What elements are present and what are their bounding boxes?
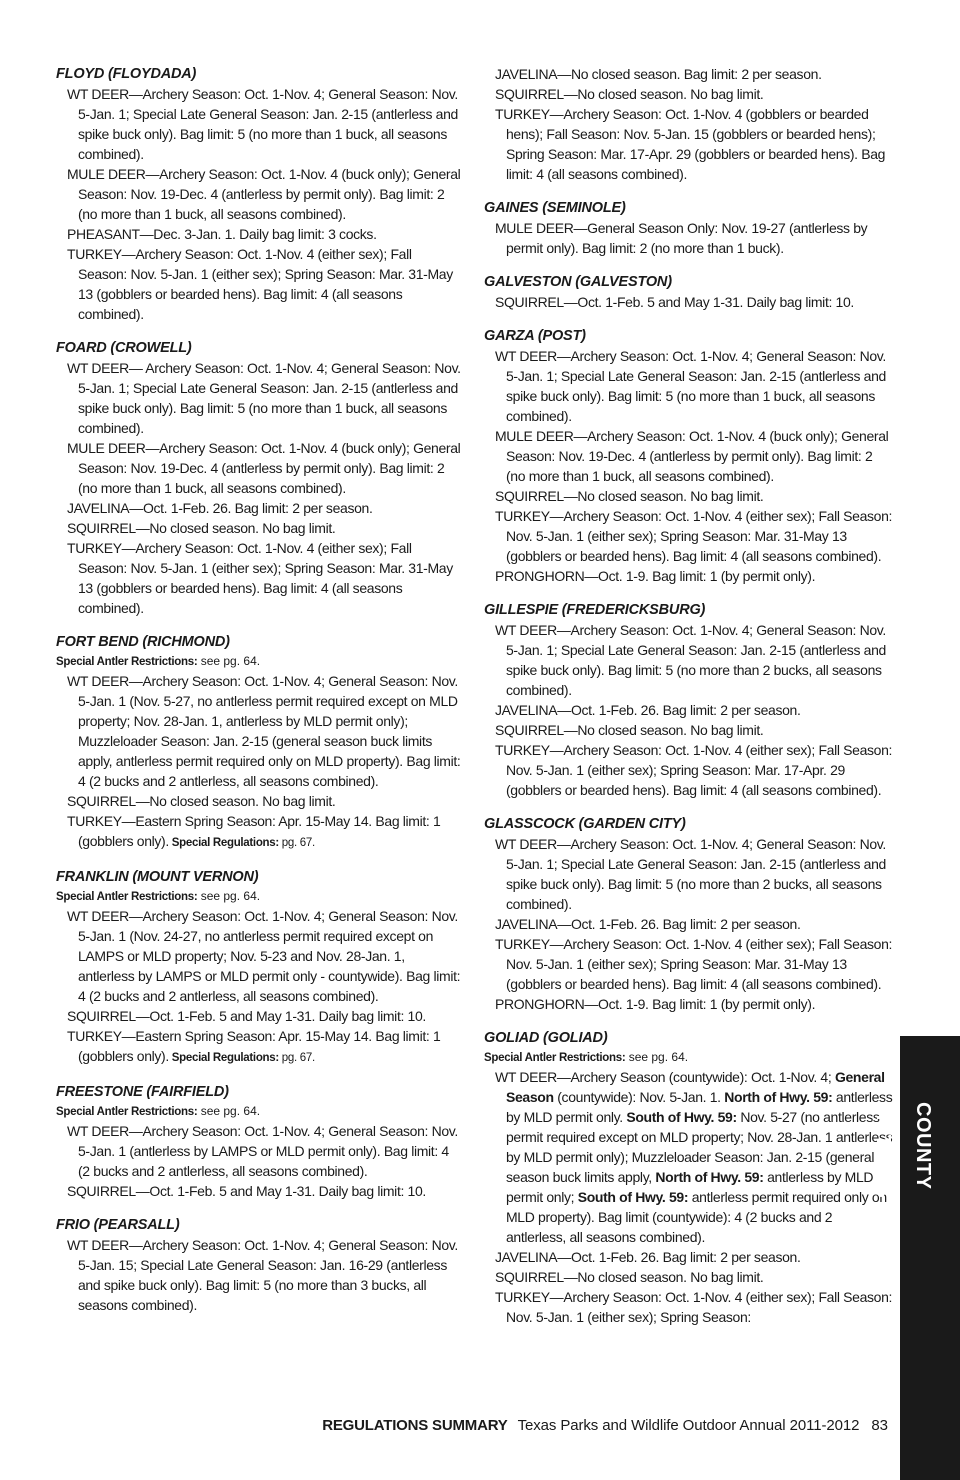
note-text: see pg. 64. <box>197 654 261 668</box>
left-column <box>56 64 464 1329</box>
season-entry: MULE DEER—General Season Only: Nov. 19-27 (antlerless by permit only). Bag limit: 2 (no more than 1 buck). <box>495 220 868 256</box>
emphasized-text: South of Hwy. 59: <box>626 1109 737 1125</box>
season-entry: MULE DEER—Archery Season: Oct. 1-Nov. 4 (buck only); General Season: Nov. 19-Dec. 4 (antlerless by permit only). Bag limit: 2 (no more than 1 buck, all seasons combined). <box>495 428 889 484</box>
season-entry-text: TURKEY—Eastern Spring Season: Apr. 15-May 14. Bag limit: 1 (gobblers only). <box>67 813 441 849</box>
special-restrictions-note <box>56 652 464 671</box>
county-heading: FLOYD (FLOYDADA) <box>56 66 197 82</box>
county-heading: FREESTONE (FAIRFIELD) <box>56 1084 229 1100</box>
county-section <box>56 632 464 853</box>
season-entry: TURKEY—Archery Season: Oct. 1-Nov. 4 (either sex); Fall Season: Nov. 5-Jan. 1 (either sex); Spring Season: Mar. 31-May 13 (gobblers or bearded hens). Bag limit: 4 (all seasons combined). <box>67 246 453 322</box>
note-text: pg. 67. <box>278 1052 315 1064</box>
special-restrictions-note <box>56 887 464 906</box>
county-heading: GOLIAD (GOLIAD) <box>484 1030 608 1046</box>
special-restrictions-note <box>484 1048 894 1067</box>
county-section <box>484 198 894 258</box>
season-entry: PHEASANT—Dec. 3-Jan. 1. Daily bag limit: 3 cocks. <box>67 226 377 242</box>
season-entry: WT DEER—Archery Season: Oct. 1-Nov. 4; General Season: Nov. 5-Jan. 1; Special Late General Season: Jan. 2-15 (antlerless and spike buck only). Bag limit: 5 (no more than 2 bucks, all seasons combined). <box>495 836 886 912</box>
continued-section <box>484 64 894 184</box>
county-heading: FORT BEND (RICHMOND) <box>56 634 230 650</box>
season-entry: TURKEY—Archery Season: Oct. 1-Nov. 4 (either sex); Fall Season: Nov. 5-Jan. 1 (either sex); Spring Season: Mar. 31-May 13 (gobblers or bearded hens). Bag limit: 4 (all seasons combined). <box>495 508 893 564</box>
season-entry: JAVELINA—No closed season. Bag limit: 2 per season. <box>495 66 822 82</box>
season-entry: WT DEER—Archery Season: Oct. 1-Nov. 4; General Season: Nov. 5-Jan. 1 (Nov. 24-27, no antlerless permit required except on LAMPS or MLD property; Nov. 5-23 and Nov. 28-Jan. 1, antlerless by LAMPS or MLD permit only - countywide). Bag limit: 4 (2 bucks and 2 antlerless, all seasons combined). <box>67 908 461 1004</box>
season-entry: SQUIRREL—No closed season. No bag limit. <box>495 488 764 504</box>
entry-text: WT DEER—Archery Season (countywide): Oct. 1-Nov. 4; <box>495 1069 835 1085</box>
emphasized-text: South of Hwy. 59: <box>577 1189 689 1205</box>
season-entry: JAVELINA—Oct. 1-Feb. 26. Bag limit: 2 per season. <box>495 702 801 718</box>
special-regulations-note <box>169 1052 315 1064</box>
season-entry: SQUIRREL—No closed season. No bag limit. <box>495 722 764 738</box>
emphasized-text: North of Hwy. 59: <box>724 1089 833 1105</box>
county-section <box>484 326 894 586</box>
season-entry: TURKEY—Archery Season: Oct. 1-Nov. 4 (either sex); Fall Season: Nov. 5-Jan. 1 (either sex); Spring Season: Mar. 31-May 13 (gobblers or bearded hens). Bag limit: 4 (all seasons combined). <box>495 936 893 992</box>
county-section <box>56 338 464 618</box>
season-entry: SQUIRREL—No closed season. No bag limit. <box>495 86 764 102</box>
season-entry: WT DEER—Archery Season: Oct. 1-Nov. 4; General Season: Nov. 5-Jan. 1 (Nov. 5-27, no antlerless permit required except on MLD property; Nov. 28-Jan. 1, antlerless by MLD permit only); Muzzleloader Season: Jan. 2-15 (general season buck limits apply, antlerless permit required only on MLD property). Bag limit: 4 (2 bucks and 2 antlerless, all seasons combined). <box>67 673 461 789</box>
season-entry <box>484 1067 894 1247</box>
county-section <box>56 1082 464 1201</box>
season-entry: SQUIRREL—No closed season. No bag limit. <box>67 520 336 536</box>
season-entry: TURKEY—Archery Season: Oct. 1-Nov. 4 (either sex); Fall Season: Nov. 5-Jan. 1 (either sex); Spring Season: Mar. 17-Apr. 29 (gobblers or bearded hens). Bag limit: 4 (all seasons combined). <box>495 742 893 798</box>
county-section <box>484 1028 894 1327</box>
emphasized-text: North of Hwy. 59: <box>655 1169 764 1185</box>
county-heading: FRANKLIN (MOUNT VERNON) <box>56 869 259 885</box>
county-heading: GILLESPIE (FREDERICKSBURG) <box>484 602 706 618</box>
entry-text: antlerless by MLD permit only; <box>506 1169 874 1205</box>
county-heading: GLASSCOCK (GARDEN CITY) <box>484 816 686 832</box>
season-entry: PRONGHORN—Oct. 1-9. Bag limit: 1 (by permit only). <box>495 568 816 584</box>
season-entry: SQUIRREL—No closed season. No bag limit. <box>67 793 336 809</box>
note-text: see pg. 64. <box>197 1104 261 1118</box>
season-entry: WT DEER—Archery Season: Oct. 1-Nov. 4; General Season: Nov. 5-Jan. 15; Special Late General Season: Jan. 16-29 (antlerless and spike buck only). Bag limit: 5 (no more than 3 bucks, all seasons combined). <box>67 1237 458 1313</box>
page-footer <box>0 1415 888 1437</box>
season-entry: JAVELINA—Oct. 1-Feb. 26. Bag limit: 2 per season. <box>495 1249 801 1265</box>
county-heading: GALVESTON (GALVESTON) <box>484 274 672 290</box>
season-entry: TURKEY—Archery Season: Oct. 1-Nov. 4 (either sex); Fall Season: Nov. 5-Jan. 1 (either sex); Spring Season: Mar. 31-May 13 (gobblers or bearded hens). Bag limit: 4 (all seasons combined). <box>67 540 453 616</box>
county-section <box>484 814 894 1014</box>
county-heading: FRIO (PEARSALL) <box>56 1217 180 1233</box>
season-entry: JAVELINA—Oct. 1-Feb. 26. Bag limit: 2 per season. <box>495 916 801 932</box>
season-entry: WT DEER—Archery Season: Oct. 1-Nov. 4; General Season: Nov. 5-Jan. 1; Special Late General Season: Jan. 2-15 (antlerless and spike buck only). Bag limit: 5 (no more than 1 buck, all seasons combined). <box>67 86 458 162</box>
note-label: Special Antler Restrictions: <box>56 656 198 668</box>
special-restrictions-note <box>56 1102 464 1121</box>
footer-publication: Texas Parks and Wildlife Outdoor Annual 2011-2012 <box>517 1417 860 1434</box>
county-section <box>484 272 894 312</box>
note-label: Special Regulations: <box>171 1052 279 1064</box>
season-entry: PRONGHORN—Oct. 1-9. Bag limit: 1 (by permit only). <box>495 996 816 1012</box>
season-entry: SQUIRREL—Oct. 1-Feb. 5 and May 1-31. Daily bag limit: 10. <box>67 1008 426 1024</box>
season-entry: JAVELINA—Oct. 1-Feb. 26. Bag limit: 2 per season. <box>67 500 373 516</box>
right-column <box>484 64 894 1341</box>
county-heading: FOARD (CROWELL) <box>56 340 192 356</box>
note-label: Special Regulations: <box>171 837 279 849</box>
county-section <box>56 64 464 324</box>
entry-text: Nov. 5-27 (no antlerless permit required except on MLD property; Nov. 28-Jan. 1 antlerless by MLD permit only); Muzzleloader Season: Jan. 2-15 (general season buck limits apply, <box>506 1109 893 1185</box>
entry-text: antlerless permit required only on MLD property). Bag limit (countywide): 4 (2 bucks and 2 antlerless, all seasons combined). <box>506 1189 887 1245</box>
season-entry: WT DEER—Archery Season: Oct. 1-Nov. 4; General Season: Nov. 5-Jan. 1; Special Late General Season: Jan. 2-15 (antlerless and spike buck only). Bag limit: 5 (no more than 2 bucks, all seasons combined). <box>495 622 886 698</box>
section-tab-label: COUNTY LISTINGS <box>872 1102 934 1199</box>
footer-section-title: REGULATIONS SUMMARY <box>322 1417 508 1434</box>
entry-text: (countywide): Nov. 5-Jan. 1. <box>553 1089 725 1105</box>
season-entry <box>56 1026 464 1068</box>
special-regulations-note <box>169 837 315 849</box>
season-entry: SQUIRREL—Oct. 1-Feb. 5 and May 1-31. Daily bag limit: 10. <box>67 1183 426 1199</box>
emphasized-text: General Season <box>506 1069 885 1105</box>
season-entry: WT DEER—Archery Season: Oct. 1-Nov. 4; General Season: Nov. 5-Jan. 1 (antlerless by LAMPS or MLD permit only). Bag limit: 4 (2 bucks and 2 antlerless, all seasons combined). <box>67 1123 458 1179</box>
season-entry: WT DEER—Archery Season: Oct. 1-Nov. 4; General Season: Nov. 5-Jan. 1; Special Late General Season: Jan. 2-15 (antlerless and spike buck only). Bag limit: 5 (no more than 1 buck, all seasons combined). <box>495 348 886 424</box>
note-label: Special Antler Restrictions: <box>56 1106 198 1118</box>
county-heading: GAINES (SEMINOLE) <box>484 200 626 216</box>
note-label: Special Antler Restrictions: <box>56 891 198 903</box>
entry-text: antlerless by MLD permit only. <box>506 1089 893 1125</box>
season-entry: TURKEY—Archery Season: Oct. 1-Nov. 4 (either sex); Fall Season: Nov. 5-Jan. 1 (either sex); Spring Season: <box>495 1289 893 1325</box>
note-text: pg. 67. <box>278 837 315 849</box>
season-entry: TURKEY—Archery Season: Oct. 1-Nov. 4 (gobblers or bearded hens); Fall Season: Nov. 5-Jan. 15 (gobblers or bearded hens); Spring Season: Mar. 17-Apr. 29 (gobblers or bearded hens). Bag limit: 4 (all seasons combined). <box>495 106 886 182</box>
county-heading: GARZA (POST) <box>484 328 586 344</box>
note-text: see pg. 64. <box>197 889 261 903</box>
note-text: see pg. 64. <box>625 1050 689 1064</box>
county-section <box>56 1215 464 1315</box>
season-entry: MULE DEER—Archery Season: Oct. 1-Nov. 4 (buck only); General Season: Nov. 19-Dec. 4 (antlerless by permit only). Bag limit: 2 (no more than 1 buck, all seasons combined). <box>67 440 461 496</box>
season-entry: WT DEER— Archery Season: Oct. 1-Nov. 4; General Season: Nov. 5-Jan. 1; Special Late General Season: Jan. 2-15 (antlerless and spike buck only). Bag limit: 5 (no more than 1 buck, all seasons combined). <box>67 360 461 436</box>
season-entry: SQUIRREL—No closed season. No bag limit. <box>495 1269 764 1285</box>
season-entry: MULE DEER—Archery Season: Oct. 1-Nov. 4 (buck only); General Season: Nov. 19-Dec. 4 (antlerless by permit only). Bag limit: 2 (no more than 1 buck, all seasons combined). <box>67 166 461 222</box>
county-section <box>56 867 464 1068</box>
page-number: 83 <box>871 1417 888 1434</box>
season-entry <box>56 811 464 853</box>
county-section <box>484 600 894 800</box>
season-entry: SQUIRREL—Oct. 1-Feb. 5 and May 1-31. Daily bag limit: 10. <box>495 294 854 310</box>
note-label: Special Antler Restrictions: <box>484 1052 626 1064</box>
season-entry-text: TURKEY—Eastern Spring Season: Apr. 15-May 14. Bag limit: 1 (gobblers only). <box>67 1028 441 1064</box>
